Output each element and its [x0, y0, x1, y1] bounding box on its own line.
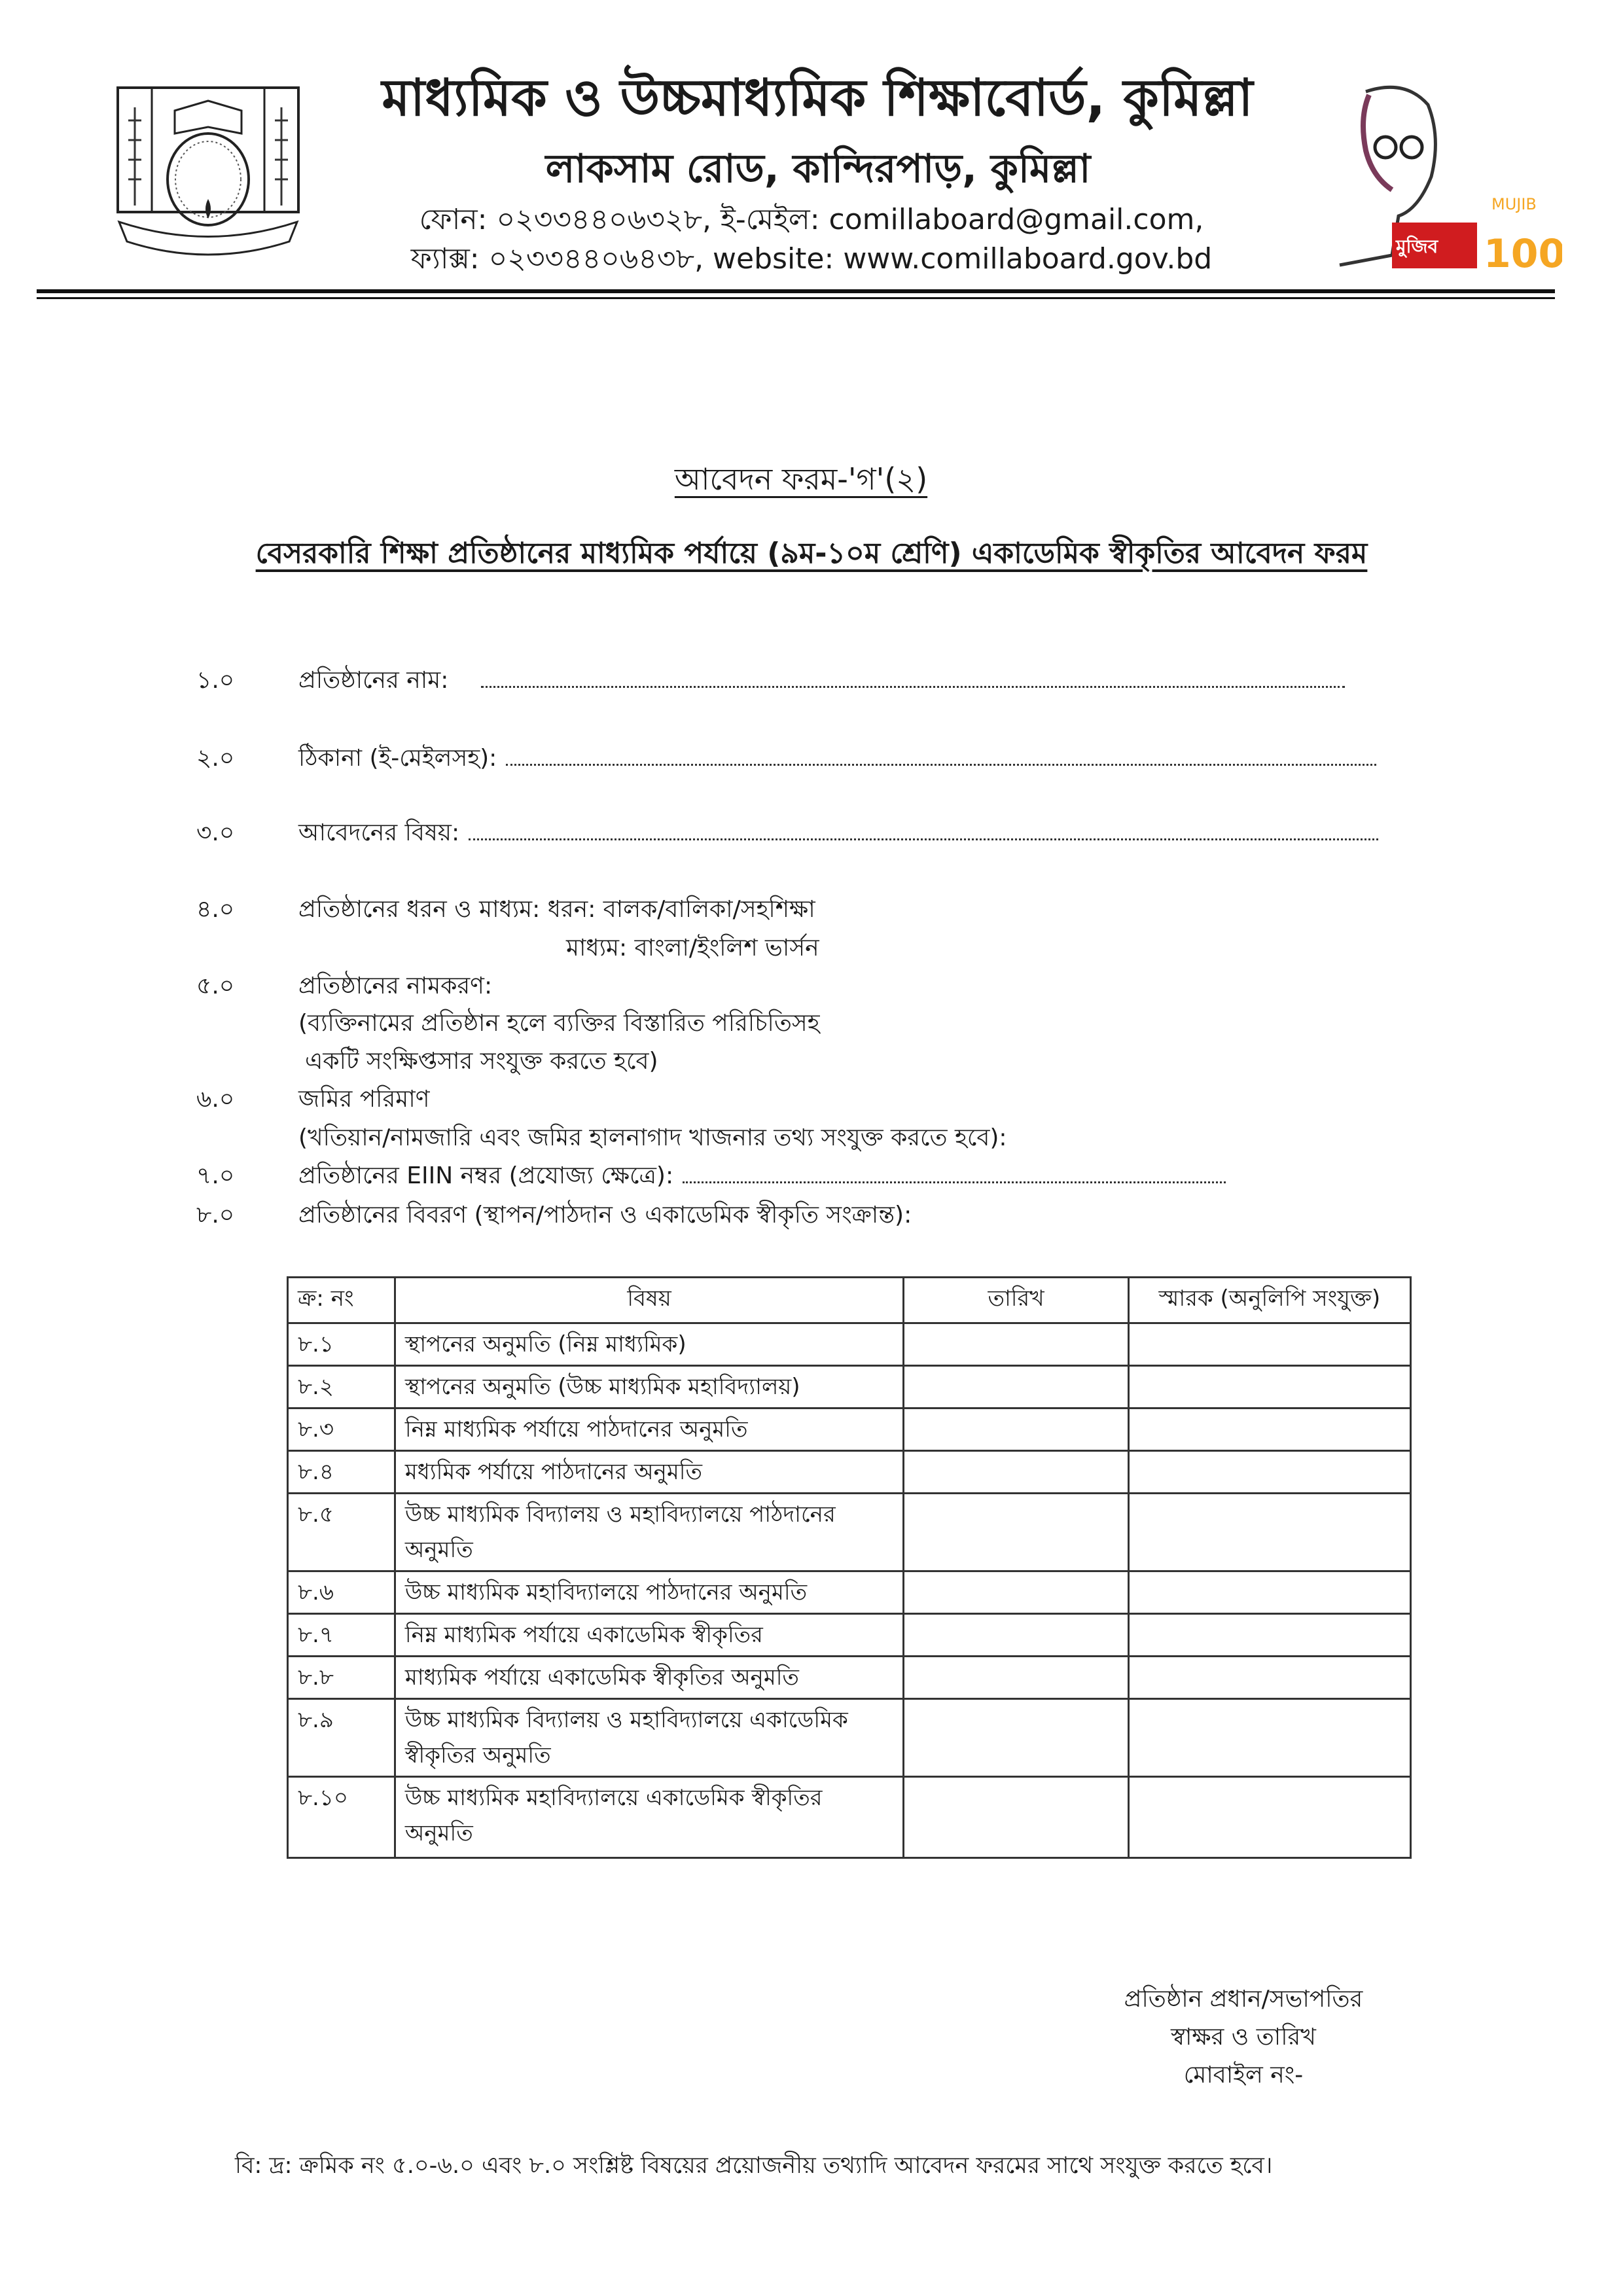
mujib-portrait-icon: [1320, 79, 1562, 268]
row-memo-field[interactable]: [1128, 1614, 1410, 1657]
item-naming-note-2: একটি সংক্ষিপ্তসার সংযুক্ত করতে হবে): [305, 1048, 658, 1075]
item-institution-type: প্রতিষ্ঠানের ধরন ও মাধ্যম: ধরন: বালক/বালিকা/সহশিক্ষা: [298, 896, 815, 923]
item-number: ৬.০: [196, 1086, 235, 1113]
application-subject-field[interactable]: [469, 838, 1378, 840]
item-naming-note-1: (ব্যক্তিনামের প্রতিষ্ঠান হলে ব্যক্তির বিস্তারিত পরিচিতিসহ: [298, 1010, 820, 1037]
item-application-subject: [298, 817, 1378, 850]
row-date-field[interactable]: [904, 1451, 1128, 1494]
item-label: প্রতিষ্ঠানের EIIN নম্বর (প্রযোজ্য ক্ষেত্রে):: [298, 1162, 674, 1189]
row-date-field[interactable]: [904, 1614, 1128, 1657]
row-serial: ৮.১০: [288, 1777, 395, 1858]
row-date-field[interactable]: [904, 1777, 1128, 1858]
row-serial: ৮.৪: [288, 1451, 395, 1494]
item-number: ২.০: [196, 745, 235, 772]
item-label: প্রতিষ্ঠানের নাম:: [298, 667, 449, 694]
form-subtitle-text: বেসরকারি শিক্ষা প্রতিষ্ঠানের মাধ্যমিক পর্যায়ে (৯ম-১০ম শ্রেণি) একাডেমিক স্বীকৃতির আবেদন ফরম: [255, 537, 1368, 570]
board-phone-email: ফোন: ০২৩৩৪৪০৬৩২৮, ই-মেইল: comillaboard@gmail.com,: [419, 203, 1204, 236]
row-serial: ৮.৬: [288, 1571, 395, 1614]
row-subject: মাধ্যমিক পর্যায়ে একাডেমিক স্বীকৃতির অনুমতি: [395, 1657, 903, 1699]
table-row: [288, 1571, 1411, 1614]
address-field[interactable]: [506, 764, 1376, 766]
row-subject: উচ্চ মাধ্যমিক মহাবিদ্যালয়ে পাঠদানের অনুমতি: [395, 1571, 903, 1614]
row-date-field[interactable]: [904, 1366, 1128, 1408]
row-date-field[interactable]: [904, 1408, 1128, 1451]
form-number-title-text: আবেদন ফরম-'গ'(২): [674, 461, 928, 497]
item-naming: প্রতিষ্ঠানের নামকরণ:: [298, 973, 493, 999]
table-row: [288, 1699, 1411, 1777]
item-number: ৭.০: [196, 1162, 235, 1189]
row-memo-field[interactable]: [1128, 1777, 1410, 1858]
row-memo-field[interactable]: [1128, 1657, 1410, 1699]
row-memo-field[interactable]: [1128, 1699, 1410, 1777]
eiin-field[interactable]: [683, 1181, 1226, 1183]
svg-text:মুজিব: মুজিব: [1396, 236, 1438, 257]
institution-name-field[interactable]: [481, 686, 1345, 688]
item-number: ৮.০: [196, 1202, 235, 1229]
item-address: [298, 742, 1376, 775]
board-emblem-icon: [113, 81, 304, 259]
row-date-field[interactable]: [904, 1699, 1128, 1777]
signature-date: স্বাক্ষর ও তারিখ: [1171, 2024, 1316, 2051]
row-subject: উচ্চ মাধ্যমিক বিদ্যালয় ও মহাবিদ্যালয়ে পাঠদানের অনুমতি: [395, 1494, 903, 1571]
board-emblem: [113, 81, 304, 259]
board-fax-website: ফ্যাক্স: ০২৩৩৪৪০৬৪৩৮, website: www.comillaboard.gov.bd: [410, 242, 1213, 276]
form-subtitle: [216, 533, 1407, 575]
item-number: ৪.০: [196, 896, 235, 923]
item-number: ৩.০: [196, 819, 235, 846]
board-address: লাকসাম রোড, কান্দিরপাড়, কুমিল্লা: [545, 146, 1091, 192]
row-date-field[interactable]: [904, 1571, 1128, 1614]
header-divider-thick: [37, 289, 1555, 293]
col-memo: স্মারক (অনুলিপি সংযুক্ত): [1128, 1278, 1410, 1323]
row-serial: ৮.২: [288, 1366, 395, 1408]
row-subject: উচ্চ মাধ্যমিক বিদ্যালয় ও মহাবিদ্যালয়ে একাডেমিক স্বীকৃতির অনুমতি: [395, 1699, 903, 1777]
row-serial: ৮.৭: [288, 1614, 395, 1657]
table-row: [288, 1408, 1411, 1451]
row-memo-field[interactable]: [1128, 1494, 1410, 1571]
row-serial: ৮.৫: [288, 1494, 395, 1571]
table-row: [288, 1614, 1411, 1657]
svg-text:MUJIB: MUJIB: [1491, 195, 1537, 213]
signature-title: প্রতিষ্ঠান প্রধান/সভাপতির: [1124, 1986, 1363, 2013]
item-land-note: (খতিয়ান/নামজারি এবং জমির হালনাগাদ খাজনার তথ্য সংযুক্ত করতে হবে):: [298, 1124, 1007, 1151]
row-subject: স্থাপনের অনুমতি (নিম্ন মাধ্যমিক): [395, 1323, 903, 1366]
item-institution-details: প্রতিষ্ঠানের বিবরণ (স্থাপন/পাঠদান ও একাডেমিক স্বীকৃতি সংক্রান্ত):: [298, 1202, 912, 1229]
col-date: তারিখ: [904, 1278, 1128, 1323]
row-subject: মধ্যমিক পর্যায়ে পাঠদানের অনুমতি: [395, 1451, 903, 1494]
row-memo-field[interactable]: [1128, 1323, 1410, 1366]
item-number: ৫.০: [196, 973, 235, 999]
item-medium: মাধ্যম: বাংলা/ইংলিশ ভার্সন: [566, 935, 819, 961]
table-row: [288, 1777, 1411, 1858]
institution-details-table: [287, 1276, 1412, 1859]
item-institution-name: [298, 664, 1345, 697]
item-label: ঠিকানা (ই-মেইলসহ):: [298, 745, 497, 772]
item-eiin: [298, 1160, 1226, 1193]
row-subject: নিম্ন মাধ্যমিক পর্যায়ে পাঠদানের অনুমতি: [395, 1408, 903, 1451]
header-divider-thin: [37, 297, 1555, 299]
table-row: [288, 1323, 1411, 1366]
svg-text:100: 100: [1484, 231, 1562, 268]
row-serial: ৮.৯: [288, 1699, 395, 1777]
table-row: [288, 1366, 1411, 1408]
table-row: [288, 1451, 1411, 1494]
footnote: বি: দ্র: ক্রমিক নং ৫.০-৬.০ এবং ৮.০ সংশ্লিষ্ট বিষয়ের প্রয়োজনীয় তথ্যাদি আবেদন ফরমের সাথে সংযুক্ত করতে হবে।: [235, 2153, 1273, 2179]
table-row: [288, 1657, 1411, 1699]
row-memo-field[interactable]: [1128, 1408, 1410, 1451]
mujib-100-logo: [1320, 79, 1562, 268]
signature-mobile: মোবাইল নং-: [1183, 2062, 1304, 2089]
item-label: আবেদনের বিষয়:: [298, 819, 460, 846]
item-number: ১.০: [196, 667, 235, 694]
row-date-field[interactable]: [904, 1657, 1128, 1699]
col-subject: বিষয়: [395, 1278, 903, 1323]
row-serial: ৮.৩: [288, 1408, 395, 1451]
table-header-row: [288, 1278, 1411, 1323]
table-row: [288, 1494, 1411, 1571]
row-memo-field[interactable]: [1128, 1571, 1410, 1614]
board-name: মাধ্যমিক ও উচ্চমাধ্যমিক শিক্ষাবোর্ড, কুমিল্লা: [382, 69, 1253, 128]
row-serial: ৮.১: [288, 1323, 395, 1366]
row-memo-field[interactable]: [1128, 1451, 1410, 1494]
row-date-field[interactable]: [904, 1494, 1128, 1571]
col-serial: ক্র: নং: [288, 1278, 395, 1323]
row-memo-field[interactable]: [1128, 1366, 1410, 1408]
row-subject: উচ্চ মাধ্যমিক মহাবিদ্যালয়ে একাডেমিক স্বীকৃতির অনুমতি: [395, 1777, 903, 1858]
form-number-title: [539, 458, 1063, 500]
row-subject: স্থাপনের অনুমতি (উচ্চ মাধ্যমিক মহাবিদ্যালয়): [395, 1366, 903, 1408]
item-land-amount: জমির পরিমাণ: [298, 1086, 430, 1113]
row-subject: নিম্ন মাধ্যমিক পর্যায়ে একাডেমিক স্বীকৃতির: [395, 1614, 903, 1657]
row-serial: ৮.৮: [288, 1657, 395, 1699]
row-date-field[interactable]: [904, 1323, 1128, 1366]
